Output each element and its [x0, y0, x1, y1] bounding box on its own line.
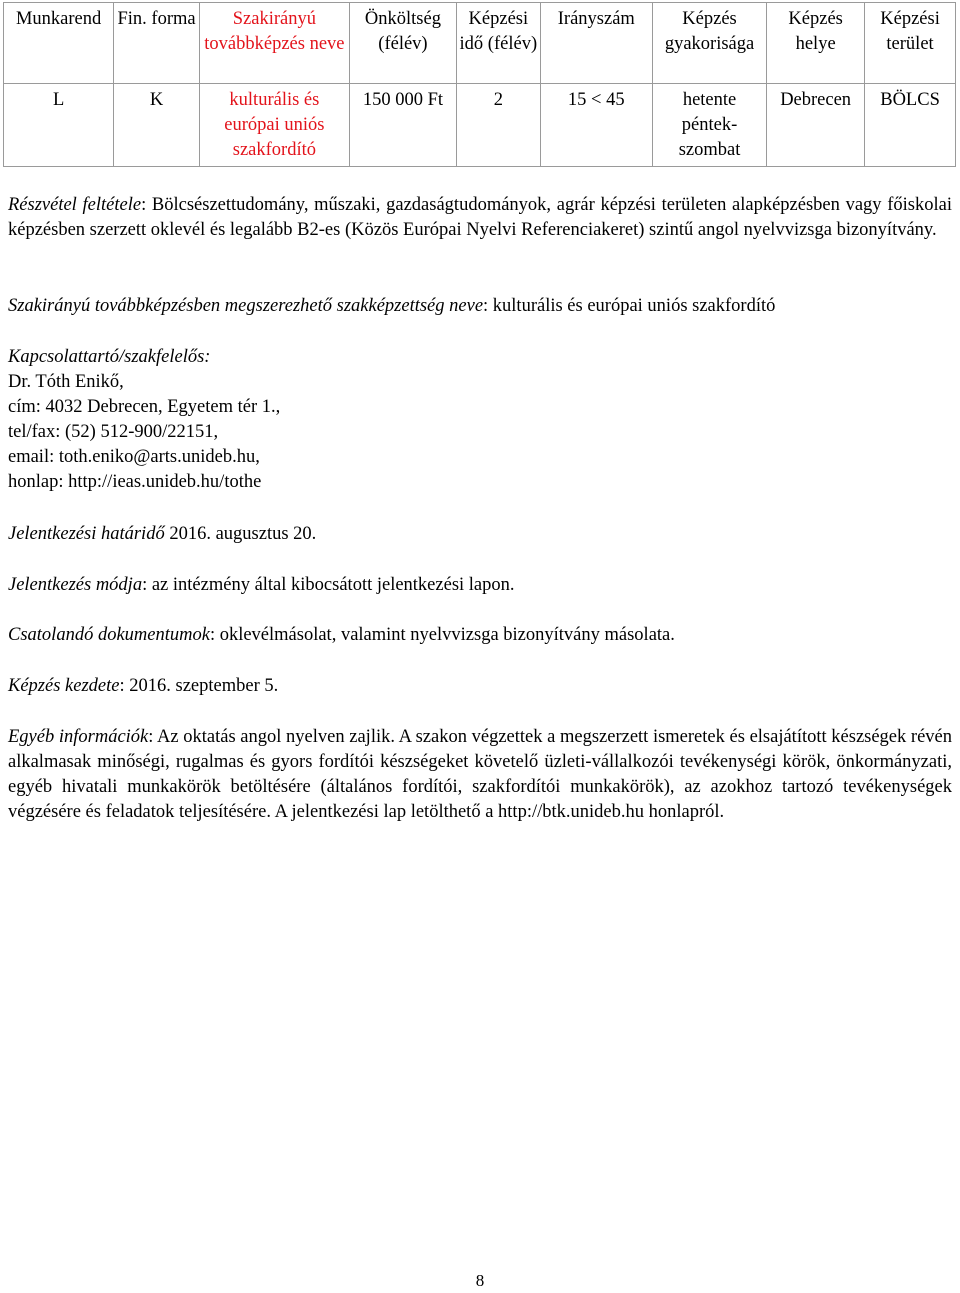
reszvetel-text: Bölcsészettudomány, műszaki, gazdaságtudományok, agrár képzési területen alapképzésben vagy főiskolai képzésben szerzett oklevél és legalább B2-es (Közös Európai Nyelvi Referenciakeret) szintű angol nyelvvizsga bizonyítvány.	[8, 195, 952, 240]
kapcsolattarto-honlap: honlap: http://ieas.unideb.hu/tothe	[8, 472, 262, 492]
szakkepzettseg-text: kulturális és európai uniós szakfordító	[492, 296, 776, 316]
kapcsolattarto-tel: tel/fax: (52) 512-900/22151,	[8, 422, 219, 442]
kapcsolattarto-label: Kapcsolattartó/szakfelelős:	[8, 347, 211, 367]
kapcsolattarto-name: Dr. Tóth Enikő,	[8, 372, 124, 392]
reszvetel-label: Részvétel feltétele	[8, 195, 142, 215]
header-gyakorisag: Képzés gyakorisága	[652, 3, 766, 84]
szakkepzettseg-section: Szakirányú továbbképzésben megszerezhető szakképzettség neve: kulturális és európai uniós szakfordító	[8, 296, 776, 316]
kezdete-text: 2016. szeptember 5.	[129, 676, 279, 696]
hatarido-label: Jelentkezési határidő	[8, 524, 165, 544]
header-iranyszam: Irányszám	[540, 3, 652, 84]
kezdete-section: Képzés kezdete: 2016. szeptember 5.	[8, 676, 279, 696]
modja-label: Jelentkezés módja	[8, 575, 143, 595]
header-nev: Szakirányú továbbképzés neve	[199, 3, 349, 84]
modja-section: Jelentkezés módja: az intézmény által kibocsátott jelentkezési lapon.	[8, 575, 515, 595]
header-fin-forma: Fin. forma	[114, 3, 200, 84]
page-number: 8	[475, 1271, 485, 1290]
table-header-row	[4, 3, 956, 84]
cell-onkoltseg: 150 000 Ft	[349, 84, 456, 167]
egyeb-text: Az oktatás angol nyelven zajlik. A szakon végzettek a megszerzett ismeretek és elsajátított készségek révén alkalmasak minőségi, rugalmas és gyors fordítói készségeket követelő üzleti-vállalkozói tevékenységi körök, önkormányzati, egyéb hivatali munkakörök betöltésére (általános fordítói, szakfordítói munkakörök), az azokhoz tartozó tevékenységek végzésére és feladatok teljesítésére. A jelentkezési lap letölthető a http://btk.unideb.hu honlapról.	[8, 727, 952, 822]
modja-text: az intézmény által kibocsátott jelentkezési lapon.	[151, 575, 515, 595]
hatarido-section	[8, 522, 952, 547]
program-table	[3, 2, 956, 167]
csatolando-text: oklevélmásolat, valamint nyelvvizsga bizonyítvány másolata.	[219, 625, 675, 645]
egyeb-section: Egyéb információk: Az oktatás angol nyelven zajlik. A szakon végzettek a megszerzett ismeretek és elsajátított készségek révén alkalmasak minőségi, rugalmas és gyors fordítói készségeket követelő üzleti-vállalkozói tevékenységi körök, önkormányzati, egyéb hivatali munkakörök betöltésére (általános fordítói, szakfordítói munkakörök), az azokhoz tartozó tevékenységek végzésére és feladatok teljesítésére. A jelentkezési lap letölthető a http://btk.unideb.hu honlapról.	[8, 727, 952, 822]
kapcsolattarto-section	[8, 345, 952, 495]
csatolando-label: Csatolandó dokumentumok	[8, 625, 210, 645]
szakkepzettseg-label: Szakirányú továbbképzésben megszerezhető szakképzettség neve	[8, 296, 484, 316]
kapcsolattarto-email: email: toth.eniko@arts.unideb.hu,	[8, 447, 260, 467]
cell-terulet: BÖLCS	[865, 84, 956, 167]
kapcsolattarto-cim: cím: 4032 Debrecen, Egyetem tér 1.,	[8, 397, 281, 417]
cell-helye: Debrecen	[767, 84, 865, 167]
header-munkarend: Munkarend	[4, 3, 114, 84]
cell-nev: kulturális és európai uniós szakfordító	[199, 84, 349, 167]
cell-iranyszam: 15 < 45	[540, 84, 652, 167]
csatolando-section: Csatolandó dokumentumok: oklevélmásolat, valamint nyelvvizsga bizonyítvány másolata.	[8, 625, 675, 645]
hatarido-text: 2016. augusztus 20.	[169, 524, 317, 544]
table-row	[4, 84, 956, 167]
header-helye: Képzés helye	[767, 3, 865, 84]
cell-munkarend: L	[4, 84, 114, 167]
egyeb-label: Egyéb információk	[8, 727, 149, 747]
reszvetel-section: Részvétel feltétele: Bölcsészettudomány, műszaki, gazdaságtudományok, agrár képzési területen alapképzésben vagy főiskolai képzésben szerzett oklevél és legalább B2-es (Közös Európai Nyelvi Referenciakeret) szintű angol nyelvvizsga bizonyítvány.	[8, 195, 952, 240]
kezdete-label: Képzés kezdete	[8, 676, 120, 696]
header-onkoltseg: Önköltség (félév)	[349, 3, 456, 84]
cell-kepzesi-ido: 2	[457, 84, 541, 167]
cell-gyakorisag: hetente péntek-szombat	[652, 84, 766, 167]
cell-fin-forma: K	[114, 84, 200, 167]
header-kepzesi-ido: Képzési idő (félév)	[457, 3, 541, 84]
header-terulet: Képzési terület	[865, 3, 956, 84]
